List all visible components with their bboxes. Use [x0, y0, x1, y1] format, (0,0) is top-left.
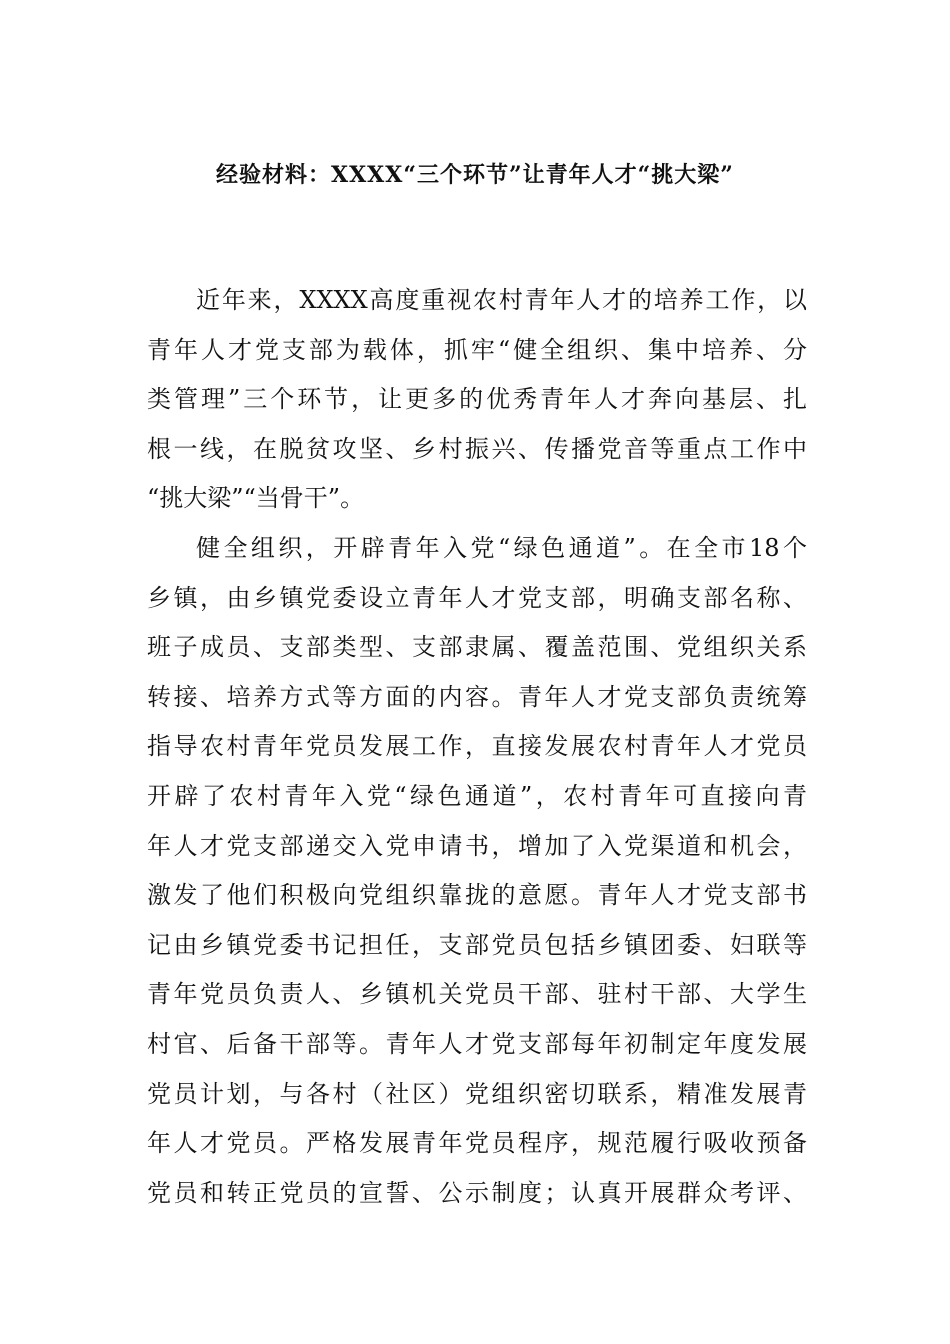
paragraph-2-line-10: 青年党员负责人、乡镇机关党员干部、驻村干部、大学生	[147, 980, 807, 1009]
paragraph-2-line-6: 开辟了农村青年入党“绿色通道”，农村青年可直接向青	[147, 781, 807, 810]
paragraph-1-line-1: 近年来，XXXX高度重视农村青年人才的培养工作，以	[196, 286, 807, 314]
paragraph-2-line-11: 村官、后备干部等。青年人才党支部每年初制定年度发展	[147, 1029, 807, 1058]
paragraph-2-line-4: 转接、培养方式等方面的内容。青年人才党支部负责统筹	[147, 682, 807, 711]
paragraph-2-line-9: 记由乡镇党委书记担任，支部党员包括乡镇团委、妇联等	[147, 930, 807, 959]
paragraph-2-line-14: 党员和转正党员的宣誓、公示制度；认真开展群众考评、	[147, 1178, 807, 1207]
paragraph-2-line-8: 激发了他们积极向党组织靠拢的意愿。青年人才党支部书	[147, 881, 807, 910]
paragraph-2-line-13: 年人才党员。严格发展青年党员程序，规范履行吸收预备	[147, 1129, 807, 1158]
paragraph-1-line-2: 青年人才党支部为载体，抓牢“健全组织、集中培养、分	[147, 335, 807, 364]
paragraph-2-line-5: 指导农村青年党员发展工作，直接发展农村青年人才党员	[147, 732, 807, 761]
paragraph-2-line-3: 班子成员、支部类型、支部隶属、覆盖范围、党组织关系	[147, 633, 807, 662]
paragraph-2-line-7: 年人才党支部递交入党申请书，增加了入党渠道和机会，	[147, 831, 807, 860]
paragraph-1-line-5: “挑大梁”“当骨干”。	[147, 484, 365, 513]
paragraph-1-line-4: 根一线，在脱贫攻坚、乡村振兴、传播党音等重点工作中	[147, 434, 807, 463]
document-title: 经验材料：XXXX“三个环节”让青年人才“挑大梁”	[216, 162, 734, 188]
paragraph-1-line-3: 类管理”三个环节，让更多的优秀青年人才奔向基层、扎	[147, 385, 807, 414]
paragraph-2-line-2: 乡镇，由乡镇党委设立青年人才党支部，明确支部名称、	[147, 583, 807, 612]
paragraph-2-line-12: 党员计划，与各村（社区）党组织密切联系，精准发展青	[147, 1079, 807, 1108]
document-body	[147, 276, 807, 1218]
paragraph-2-line-1: 健全组织，开辟青年入党“绿色通道”。在全市18个	[196, 533, 807, 562]
